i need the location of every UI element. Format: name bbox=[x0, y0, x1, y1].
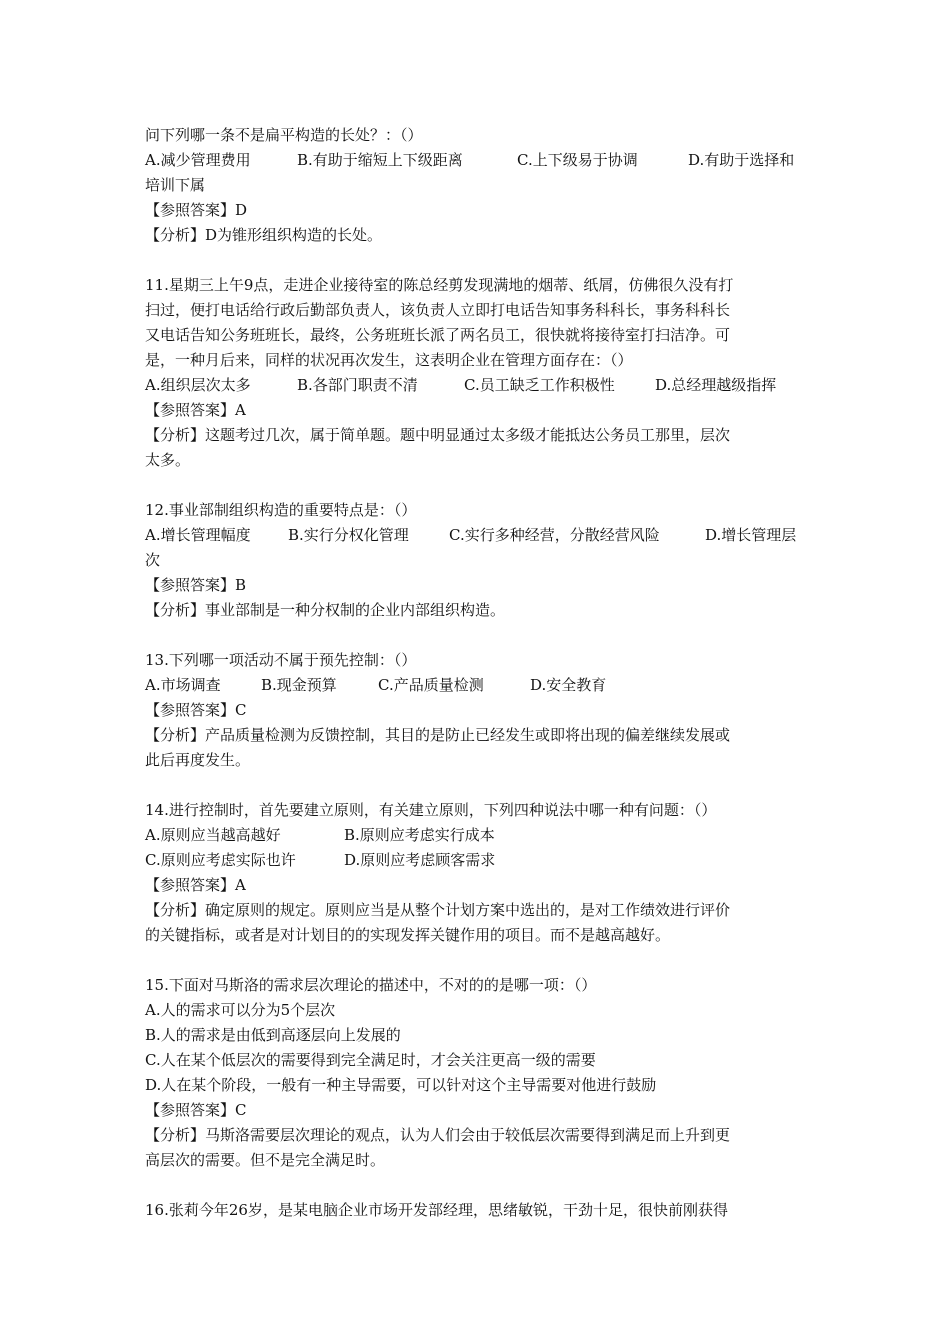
question-14-text: 14.进行控制时，首先要建立原则，有关建立原则，下列四种说法中哪一种有问题：（） bbox=[145, 801, 717, 819]
option-d: D.总经理越级指挥 bbox=[655, 376, 777, 394]
option-a: A.减少管理费用 bbox=[145, 151, 251, 169]
question-12-analysis: 【分析】事业部制是一种分权制的企业内部组织构造。 bbox=[145, 601, 506, 619]
option-b: B.实行分权化管理 bbox=[288, 526, 409, 544]
question-15-analysis: 【分析】马斯洛需要层次理论的观点，认为人们会由于较低层次需要得到满足而上升到更 bbox=[145, 1126, 731, 1144]
option-b: B.人的需求是由低到高逐层向上发展的 bbox=[145, 1026, 401, 1044]
question-11-text: 扫过，便打电话给行政后勤部负责人，该负责人立即打电话告知事务科科长，事务科科长 bbox=[145, 301, 731, 319]
option-d: D.有助于选择和 bbox=[688, 151, 795, 169]
question-11-options bbox=[145, 373, 810, 398]
question-10-options bbox=[145, 148, 810, 173]
option-a: A.组织层次太多 bbox=[145, 376, 251, 394]
option-a: A.原则应当越高越好 bbox=[145, 826, 281, 844]
option-b: B.现金预算 bbox=[261, 676, 337, 694]
question-14-analysis: 的关键指标，或者是对计划目的的实现发挥关键作用的项目。而不是越高越好。 bbox=[145, 926, 671, 944]
option-b: B.原则应考虑实行成本 bbox=[344, 826, 495, 844]
question-10-answer: 【参照答案】D bbox=[145, 201, 248, 219]
option-d: D.增长管理层 bbox=[705, 526, 797, 544]
question-13-answer: 【参照答案】C bbox=[145, 701, 247, 719]
question-13-options bbox=[145, 673, 810, 698]
question-10-text-cont: 培训下属 bbox=[145, 176, 206, 194]
question-14-answer: 【参照答案】A bbox=[145, 876, 246, 894]
question-12-text-cont: 次 bbox=[145, 551, 161, 569]
question-13-analysis: 【分析】产品质量检测为反馈控制，其目的是防止已经发生或即将出现的偏差继续发展或 bbox=[145, 726, 731, 744]
option-c: C.人在某个低层次的需要得到完全满足时，才会关注更高一级的需要 bbox=[145, 1051, 596, 1069]
document-body bbox=[145, 123, 810, 1223]
option-c: C.实行多种经营，分散经营风险 bbox=[449, 526, 660, 544]
question-14-options bbox=[145, 848, 810, 873]
question-15-analysis: 高层次的需要。但不是完全满足时。 bbox=[145, 1151, 386, 1169]
option-a: A.人的需求可以分为5个层次 bbox=[145, 1001, 336, 1019]
question-15-answer: 【参照答案】C bbox=[145, 1101, 247, 1119]
question-10-analysis: 【分析】D为锥形组织构造的长处。 bbox=[145, 226, 383, 244]
option-b: B.各部门职责不清 bbox=[297, 376, 418, 394]
question-14-options bbox=[145, 823, 810, 848]
option-c: C.原则应考虑实际也许 bbox=[145, 851, 296, 869]
question-12-options bbox=[145, 523, 810, 548]
question-11-text: 是，一种月后来，同样的状况再次发生，这表明企业在管理方面存在：（） bbox=[145, 351, 633, 369]
question-11-answer: 【参照答案】A bbox=[145, 401, 246, 419]
question-13-text: 13.下列哪一项活动不属于预先控制：（） bbox=[145, 651, 417, 669]
question-15-text: 15.下面对马斯洛的需求层次理论的描述中，不对的的是哪一项：（） bbox=[145, 976, 597, 994]
option-d: D.安全教育 bbox=[530, 676, 607, 694]
question-13-analysis: 此后再度发生。 bbox=[145, 751, 251, 769]
question-16-text: 16.张莉今年26岁，是某电脑企业市场开发部经理，思绪敏锐，干劲十足，很快前刚获得 bbox=[145, 1201, 728, 1219]
option-c: C.员工缺乏工作积极性 bbox=[464, 376, 615, 394]
option-c: C.上下级易于协调 bbox=[517, 151, 638, 169]
option-a: A.增长管理幅度 bbox=[145, 526, 251, 544]
question-10-text: 问下列哪一条不是扁平构造的长处？：（） bbox=[145, 126, 423, 144]
question-14-analysis: 【分析】确定原则的规定。原则应当是从整个计划方案中选出的，是对工作绩效进行评价 bbox=[145, 901, 731, 919]
question-12-answer: 【参照答案】B bbox=[145, 576, 247, 594]
question-11-text: 11.星期三上午9点，走进企业接待室的陈总经剪发现满地的烟蒂、纸屑，仿佛很久没有打 bbox=[145, 276, 734, 294]
option-d: D.人在某个阶段，一般有一种主导需要，可以针对这个主导需要对他进行鼓励 bbox=[145, 1076, 657, 1094]
option-c: C.产品质量检测 bbox=[378, 676, 484, 694]
question-11-analysis: 【分析】这题考过几次，属于简单题。题中明显通过太多级才能抵达公务员工那里，层次 bbox=[145, 426, 731, 444]
question-11-analysis: 太多。 bbox=[145, 451, 191, 469]
option-d: D.原则应考虑顾客需求 bbox=[344, 851, 496, 869]
question-12-text: 12.事业部制组织构造的重要特点是：（） bbox=[145, 501, 417, 519]
question-11-text: 又电话告知公务班班长，最终，公务班班长派了两名员工，很快就将接待室打扫洁净。可 bbox=[145, 326, 731, 344]
option-b: B.有助于缩短上下级距离 bbox=[297, 151, 463, 169]
option-a: A.市场调查 bbox=[145, 676, 221, 694]
